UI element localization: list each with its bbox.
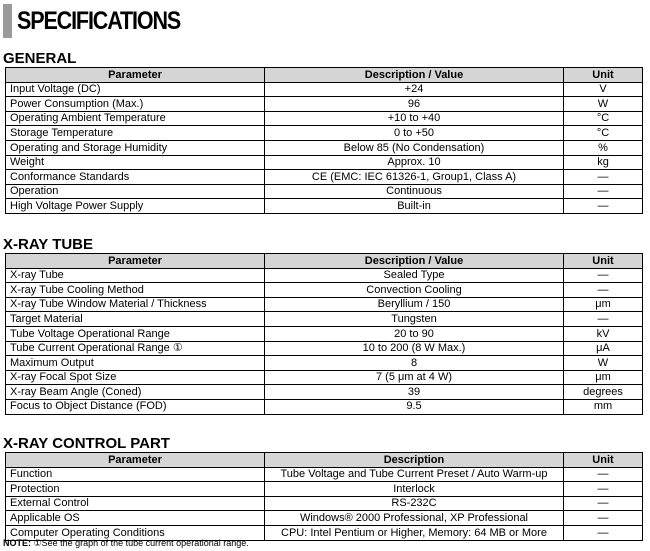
unit-cell: mm (564, 399, 643, 414)
table-header-row (6, 68, 643, 83)
value-cell: Windows® 2000 Professional, XP Professional (265, 511, 564, 526)
parameter-cell: Input Voltage (DC) (6, 82, 265, 97)
value-cell: Interlock (265, 482, 564, 497)
page-title-row (3, 3, 207, 39)
table-row (6, 511, 643, 526)
unit-cell: degrees (564, 385, 643, 400)
table-row (6, 140, 643, 155)
value-cell: 39 (265, 385, 564, 400)
table-row (6, 126, 643, 141)
column-header: Description (265, 453, 564, 468)
unit-cell: °C (564, 111, 643, 126)
table-header-row (6, 254, 643, 269)
parameter-cell: X-ray Focal Spot Size (6, 370, 265, 385)
xray-tube-spec-table (5, 253, 643, 415)
unit-cell: — (564, 467, 643, 482)
parameter-cell: X-ray Tube Window Material / Thickness (6, 297, 265, 312)
column-header: Unit (564, 254, 643, 269)
parameter-cell: Operating Ambient Temperature (6, 111, 265, 126)
unit-cell: % (564, 140, 643, 155)
value-cell: Tungsten (265, 312, 564, 327)
table-row (6, 111, 643, 126)
value-cell: CE (EMC: IEC 61326-1, Group1, Class A) (265, 170, 564, 185)
table-row (6, 385, 643, 400)
section-heading-xray-control: X-RAY CONTROL PART (3, 435, 170, 452)
value-cell: +24 (265, 82, 564, 97)
parameter-cell: Conformance Standards (6, 170, 265, 185)
table-row (6, 283, 643, 298)
parameter-cell: Operation (6, 184, 265, 199)
value-cell: CPU: Intel Pentium or Higher, Memory: 64 MB or More (265, 525, 564, 540)
unit-cell: — (564, 283, 643, 298)
value-cell: 7 (5 μm at 4 W) (265, 370, 564, 385)
table-row (6, 297, 643, 312)
table-row (6, 399, 643, 414)
parameter-cell: Power Consumption (Max.) (6, 97, 265, 112)
table-row (6, 341, 643, 356)
value-cell: Convection Cooling (265, 283, 564, 298)
value-cell: 8 (265, 356, 564, 371)
xray-control-spec-table (5, 452, 643, 541)
unit-cell: μA (564, 341, 643, 356)
parameter-cell: X-ray Beam Angle (Coned) (6, 385, 265, 400)
value-cell: 96 (265, 97, 564, 112)
value-cell: Below 85 (No Condensation) (265, 140, 564, 155)
table-row (6, 482, 643, 497)
parameter-cell: Focus to Object Distance (FOD) (6, 399, 265, 414)
table-row (6, 199, 643, 214)
parameter-cell: Protection (6, 482, 265, 497)
value-cell: 0 to +50 (265, 126, 564, 141)
unit-cell: — (564, 482, 643, 497)
table-row (6, 268, 643, 283)
column-header: Description / Value (265, 254, 564, 269)
unit-cell: μm (564, 297, 643, 312)
parameter-cell: Weight (6, 155, 265, 170)
value-cell: Sealed Type (265, 268, 564, 283)
table-row (6, 184, 643, 199)
table-row (6, 97, 643, 112)
title-accent-bar (3, 4, 12, 38)
footnote (3, 538, 249, 549)
table-row (6, 170, 643, 185)
value-cell: Continuous (265, 184, 564, 199)
value-cell: Built-in (265, 199, 564, 214)
value-cell: Beryllium / 150 (265, 297, 564, 312)
parameter-cell: High Voltage Power Supply (6, 199, 265, 214)
table-row (6, 370, 643, 385)
unit-cell: °C (564, 126, 643, 141)
table-row (6, 155, 643, 170)
note-label: NOTE: (3, 538, 31, 548)
table-header-row (6, 453, 643, 468)
unit-cell: W (564, 97, 643, 112)
unit-cell: kV (564, 326, 643, 341)
unit-cell: — (564, 511, 643, 526)
section-heading-xray-tube: X-RAY TUBE (3, 236, 94, 253)
value-cell: Approx. 10 (265, 155, 564, 170)
unit-cell: μm (564, 370, 643, 385)
table-row (6, 356, 643, 371)
column-header: Parameter (6, 68, 265, 83)
parameter-cell: External Control (6, 496, 265, 511)
parameter-cell: Computer Operating Conditions (6, 525, 265, 540)
table-row (6, 82, 643, 97)
parameter-cell: X-ray Tube Cooling Method (6, 283, 265, 298)
unit-cell: — (564, 525, 643, 540)
value-cell: +10 to +40 (265, 111, 564, 126)
value-cell: Tube Voltage and Tube Current Preset / Auto Warm-up (265, 467, 564, 482)
unit-cell: — (564, 312, 643, 327)
unit-cell: — (564, 170, 643, 185)
unit-cell: — (564, 496, 643, 511)
value-cell: 10 to 200 (8 W Max.) (265, 341, 564, 356)
section-heading-general: GENERAL (3, 50, 77, 67)
parameter-cell: Storage Temperature (6, 126, 265, 141)
parameter-cell: Tube Voltage Operational Range (6, 326, 265, 341)
parameter-cell: Maximum Output (6, 356, 265, 371)
column-header: Parameter (6, 453, 265, 468)
page-title: SPECIFICATIONS (17, 6, 181, 35)
note-text: ①See the graph of the tube current operational range. (33, 538, 249, 548)
table-row (6, 312, 643, 327)
general-spec-table (5, 67, 643, 214)
column-header: Description / Value (265, 68, 564, 83)
value-cell: RS-232C (265, 496, 564, 511)
parameter-cell: X-ray Tube (6, 268, 265, 283)
column-header: Unit (564, 68, 643, 83)
unit-cell: — (564, 184, 643, 199)
value-cell: 20 to 90 (265, 326, 564, 341)
parameter-cell: Applicable OS (6, 511, 265, 526)
table-row (6, 467, 643, 482)
parameter-cell: Target Material (6, 312, 265, 327)
table-row (6, 496, 643, 511)
unit-cell: — (564, 268, 643, 283)
parameter-cell: Operating and Storage Humidity (6, 140, 265, 155)
parameter-cell: Function (6, 467, 265, 482)
unit-cell: V (564, 82, 643, 97)
parameter-cell: Tube Current Operational Range ① (6, 341, 265, 356)
unit-cell: kg (564, 155, 643, 170)
unit-cell: — (564, 199, 643, 214)
column-header: Parameter (6, 254, 265, 269)
value-cell: 9.5 (265, 399, 564, 414)
table-row (6, 326, 643, 341)
column-header: Unit (564, 453, 643, 468)
unit-cell: W (564, 356, 643, 371)
